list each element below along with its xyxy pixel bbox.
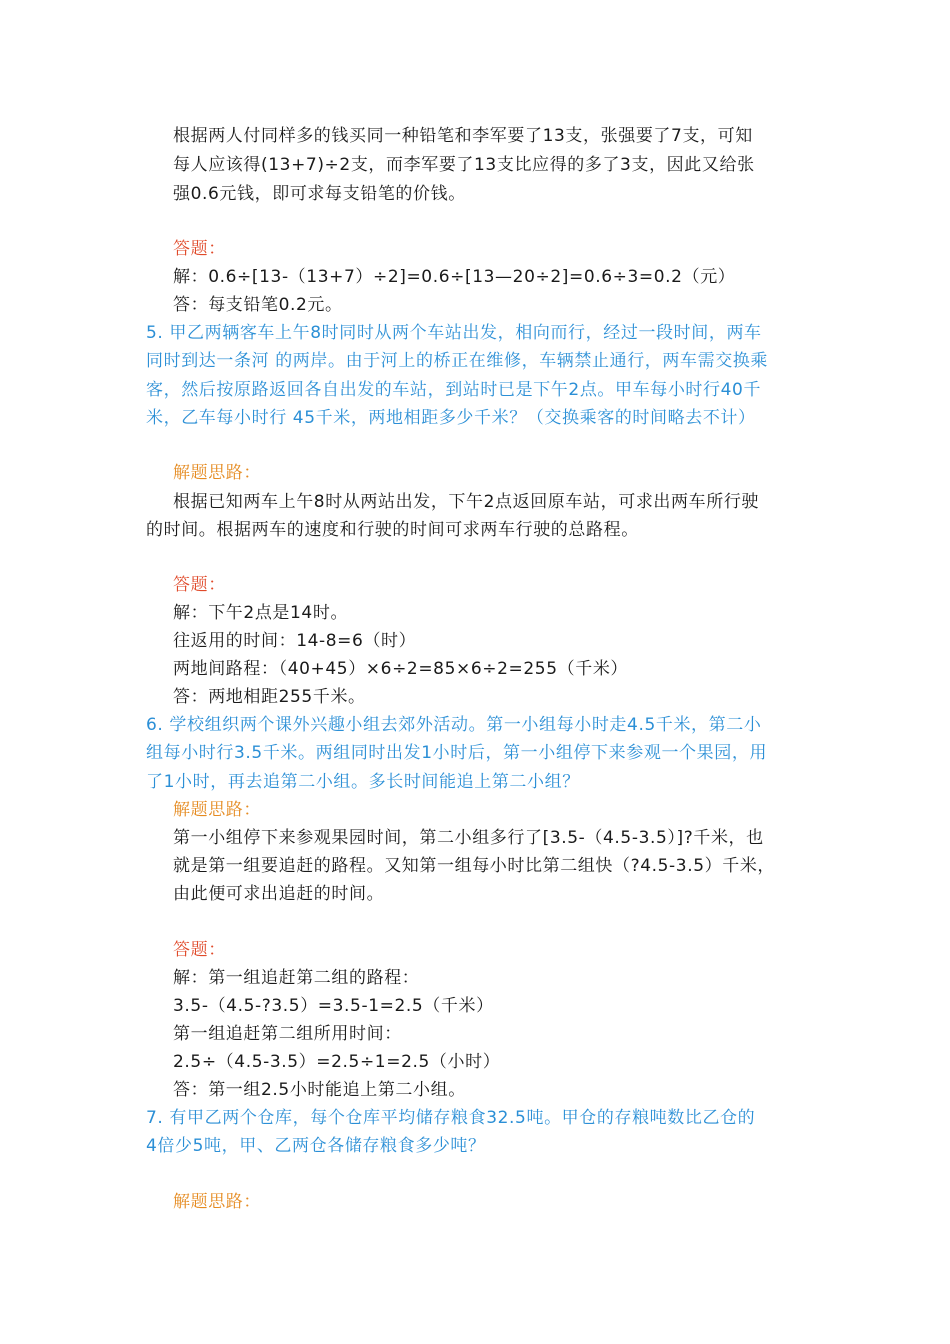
thinking-line: 由此便可求出追赶的时间。 <box>173 884 385 904</box>
question-line: 同时到达一条河 的两岸。由于河上的桥正在维修，车辆禁止通行，两车需交换乘 <box>146 351 769 371</box>
question-line: 4倍少5吨，甲、乙两仓各储存粮食多少吨？ <box>146 1136 486 1156</box>
answer-heading: 答题： <box>173 239 226 259</box>
question-line: 5. 甲乙两辆客车上午8时同时从两个车站出发，相向而行，经过一段时间，两车 <box>146 323 762 343</box>
question-line: 米，乙车每小时行 45千米，两地相距多少千米？（交换乘客的时间略去不计） <box>146 408 756 428</box>
answer-line: 2.5÷（4.5-3.5）=2.5÷1=2.5（小时） <box>173 1052 501 1072</box>
question-line: 7. 有甲乙两个仓库，每个仓库平均储存粮食32.5吨。甲仓的存粮吨数比乙仓的 <box>146 1108 756 1128</box>
answer-line: 答：每支铅笔0.2元。 <box>173 295 343 315</box>
explanation-line: 强0.6元钱，即可求每支铅笔的价钱。 <box>173 184 466 204</box>
thinking-heading: 解题思路： <box>173 1192 261 1212</box>
answer-line: 两地间路程：（40+45）×6÷2=85×6÷2=255（千米） <box>173 659 629 679</box>
answer-line: 解：0.6÷[13-（13+7）÷2]=0.6÷[13—20÷2]=0.6÷3=0.2（元） <box>173 267 736 287</box>
answer-heading: 答题： <box>173 940 226 960</box>
question-line: 组每小时行3.5千米。两组同时出发1小时后，第一小组停下来参观一个果园，用 <box>146 743 768 763</box>
thinking-line: 就是第一组要追赶的路程。又知第一组每小时比第二组快（?4.5-3.5）千米， <box>173 856 776 876</box>
thinking-heading: 解题思路： <box>173 800 261 820</box>
thinking-heading: 解题思路： <box>173 463 261 483</box>
answer-line: 答：两地相距255千米。 <box>173 687 366 707</box>
answer-line: 解：第一组追赶第二组的路程： <box>173 968 420 988</box>
question-line: 6. 学校组织两个课外兴趣小组去郊外活动。第一小组每小时走4.5千米，第二小 <box>146 715 762 735</box>
explanation-line: 每人应该得(13+7)÷2支，而李军要了13支比应得的多了3支，因此又给张 <box>173 155 755 175</box>
answer-line: 3.5-（4.5-?3.5）=3.5-1=2.5（千米） <box>173 996 494 1016</box>
answer-line: 解：下午2点是14时。 <box>173 603 349 623</box>
answer-line: 答：第一组2.5小时能追上第二小组。 <box>173 1080 466 1100</box>
thinking-line: 的时间。根据两车的速度和行驶的时间可求两车行驶的总路程。 <box>146 520 639 540</box>
thinking-line: 根据已知两车上午8时从两站出发，下午2点返回原车站，可求出两车所行驶 <box>173 492 760 512</box>
answer-line: 往返用的时间：14-8=6（时） <box>173 631 417 651</box>
answer-heading: 答题： <box>173 575 226 595</box>
explanation-line: 根据两人付同样多的钱买同一种铅笔和李军要了13支，张强要了7支，可知 <box>173 126 753 146</box>
question-line: 了1小时，再去追第二小组。多长时间能追上第二小组？ <box>146 772 580 792</box>
thinking-line: 第一小组停下来参观果园时间，第二小组多行了[3.5-（4.5-3.5）]?千米，也 <box>173 828 764 848</box>
question-line: 客，然后按原路返回各自出发的车站，到站时已是下午2点。甲车每小时行40千 <box>146 380 762 400</box>
answer-line: 第一组追赶第二组所用时间： <box>173 1024 402 1044</box>
